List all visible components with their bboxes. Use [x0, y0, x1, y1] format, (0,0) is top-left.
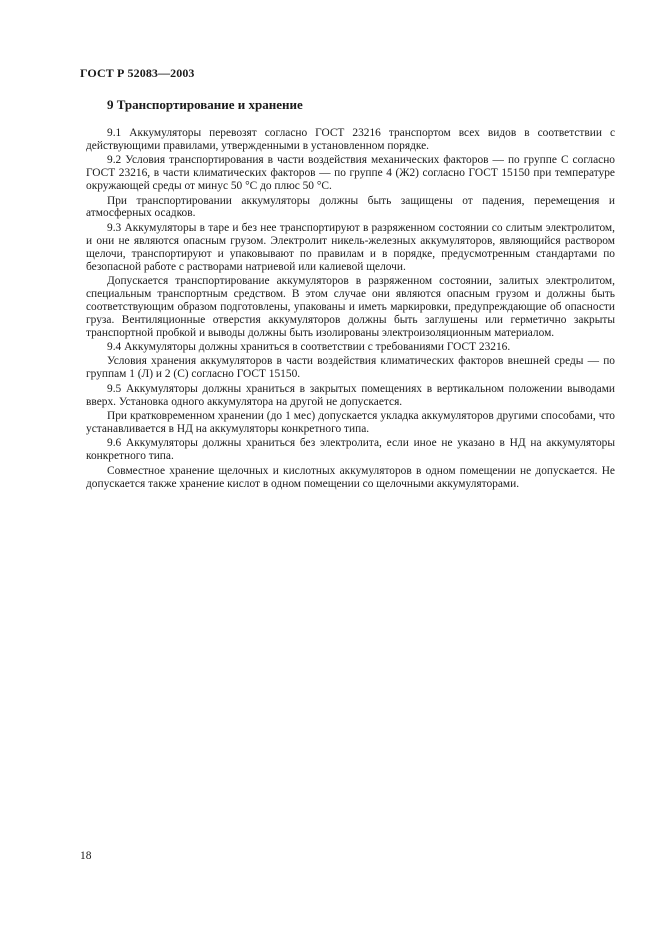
paragraph-9-4: 9.4 Аккумуляторы должны храниться в соответствии с требованиями ГОСТ 23216.	[107, 341, 511, 353]
paragraph-9-5-short-term: При кратковременном хранении (до 1 мес) допускается укладка аккумуляторов другими способами, что устанавливается в НД на аккумуляторы конкретного типа.	[86, 410, 615, 435]
page-number: 18	[80, 850, 92, 862]
paragraph-9-4-climate: Условия хранения аккумуляторов в части воздействия климатических факторов внешней среды — по группам 1 (Л) и 2 (С) согласно ГОСТ 15150.	[86, 355, 615, 381]
section-body	[86, 127, 615, 492]
section-title: 9 Транспортирование и хранение	[107, 97, 303, 112]
paragraph-9-3-filled-transport: Допускается транспортирование аккумуляторов в разряженном состоянии, залитых электролитом, специальным транспортным средством. В этом случае они являются опасным грузом и должны быть соответствующим образом подготовлены, упакованы и иметь маркировки, предупреждающие об опасности груза. Вентиляционные отверстия аккумуляторов должны быть заглушены или герметично закрыты транспортной пробкой и выводы должны быть изолированы электроизоляционным материалом.	[86, 274, 615, 339]
paragraph-9-6: 9.6 Аккумуляторы должны храниться без электролита, если иное не указано в НД на аккумуляторы конкретного типа.	[86, 437, 615, 463]
paragraph-9-2-protection: При транспортировании аккумуляторы должны быть защищены от падения, перемещения и атмосферных осадков.	[86, 194, 615, 220]
paragraph-9-2: 9.2 Условия транспортирования в части воздействия механических факторов — по группе С согласно ГОСТ 23216, в части климатических факторов — по группе 4 (Ж2) согласно ГОСТ 15150 при температуре окружающей среды от минус 50 °С до плюс 50 °С.	[86, 154, 615, 193]
paragraph-9-6-joint-storage: Совместное хранение щелочных и кислотных аккумуляторов в одном помещении не допускается. Не допускается также хранение кислот в одном помещении со щелочными аккумуляторами.	[86, 464, 615, 490]
paragraph-9-5: 9.5 Аккумуляторы должны храниться в закрытых помещениях в вертикальном положении выводами вверх. Установка одного аккумулятора на другой не допускается.	[86, 382, 615, 408]
paragraph-9-1: 9.1 Аккумуляторы перевозят согласно ГОСТ 23216 транспортом всех видов в соответствии с действующими правилами, утвержденными в установленном порядке.	[86, 127, 615, 152]
paragraph-9-3: 9.3 Аккумуляторы в таре и без нее транспортируют в разряженном состоянии со слитым электролитом, и они не являются опасным грузом. Электролит никель-железных аккумуляторов, являющийся раствором щелочи, транспортируют и упаковывают по правилам и в порядке, предусмотренным стандартами по безопасной работе с растворами натриевой или калиевой щелочи.	[86, 221, 615, 273]
standard-header: ГОСТ Р 52083—2003	[80, 66, 195, 80]
